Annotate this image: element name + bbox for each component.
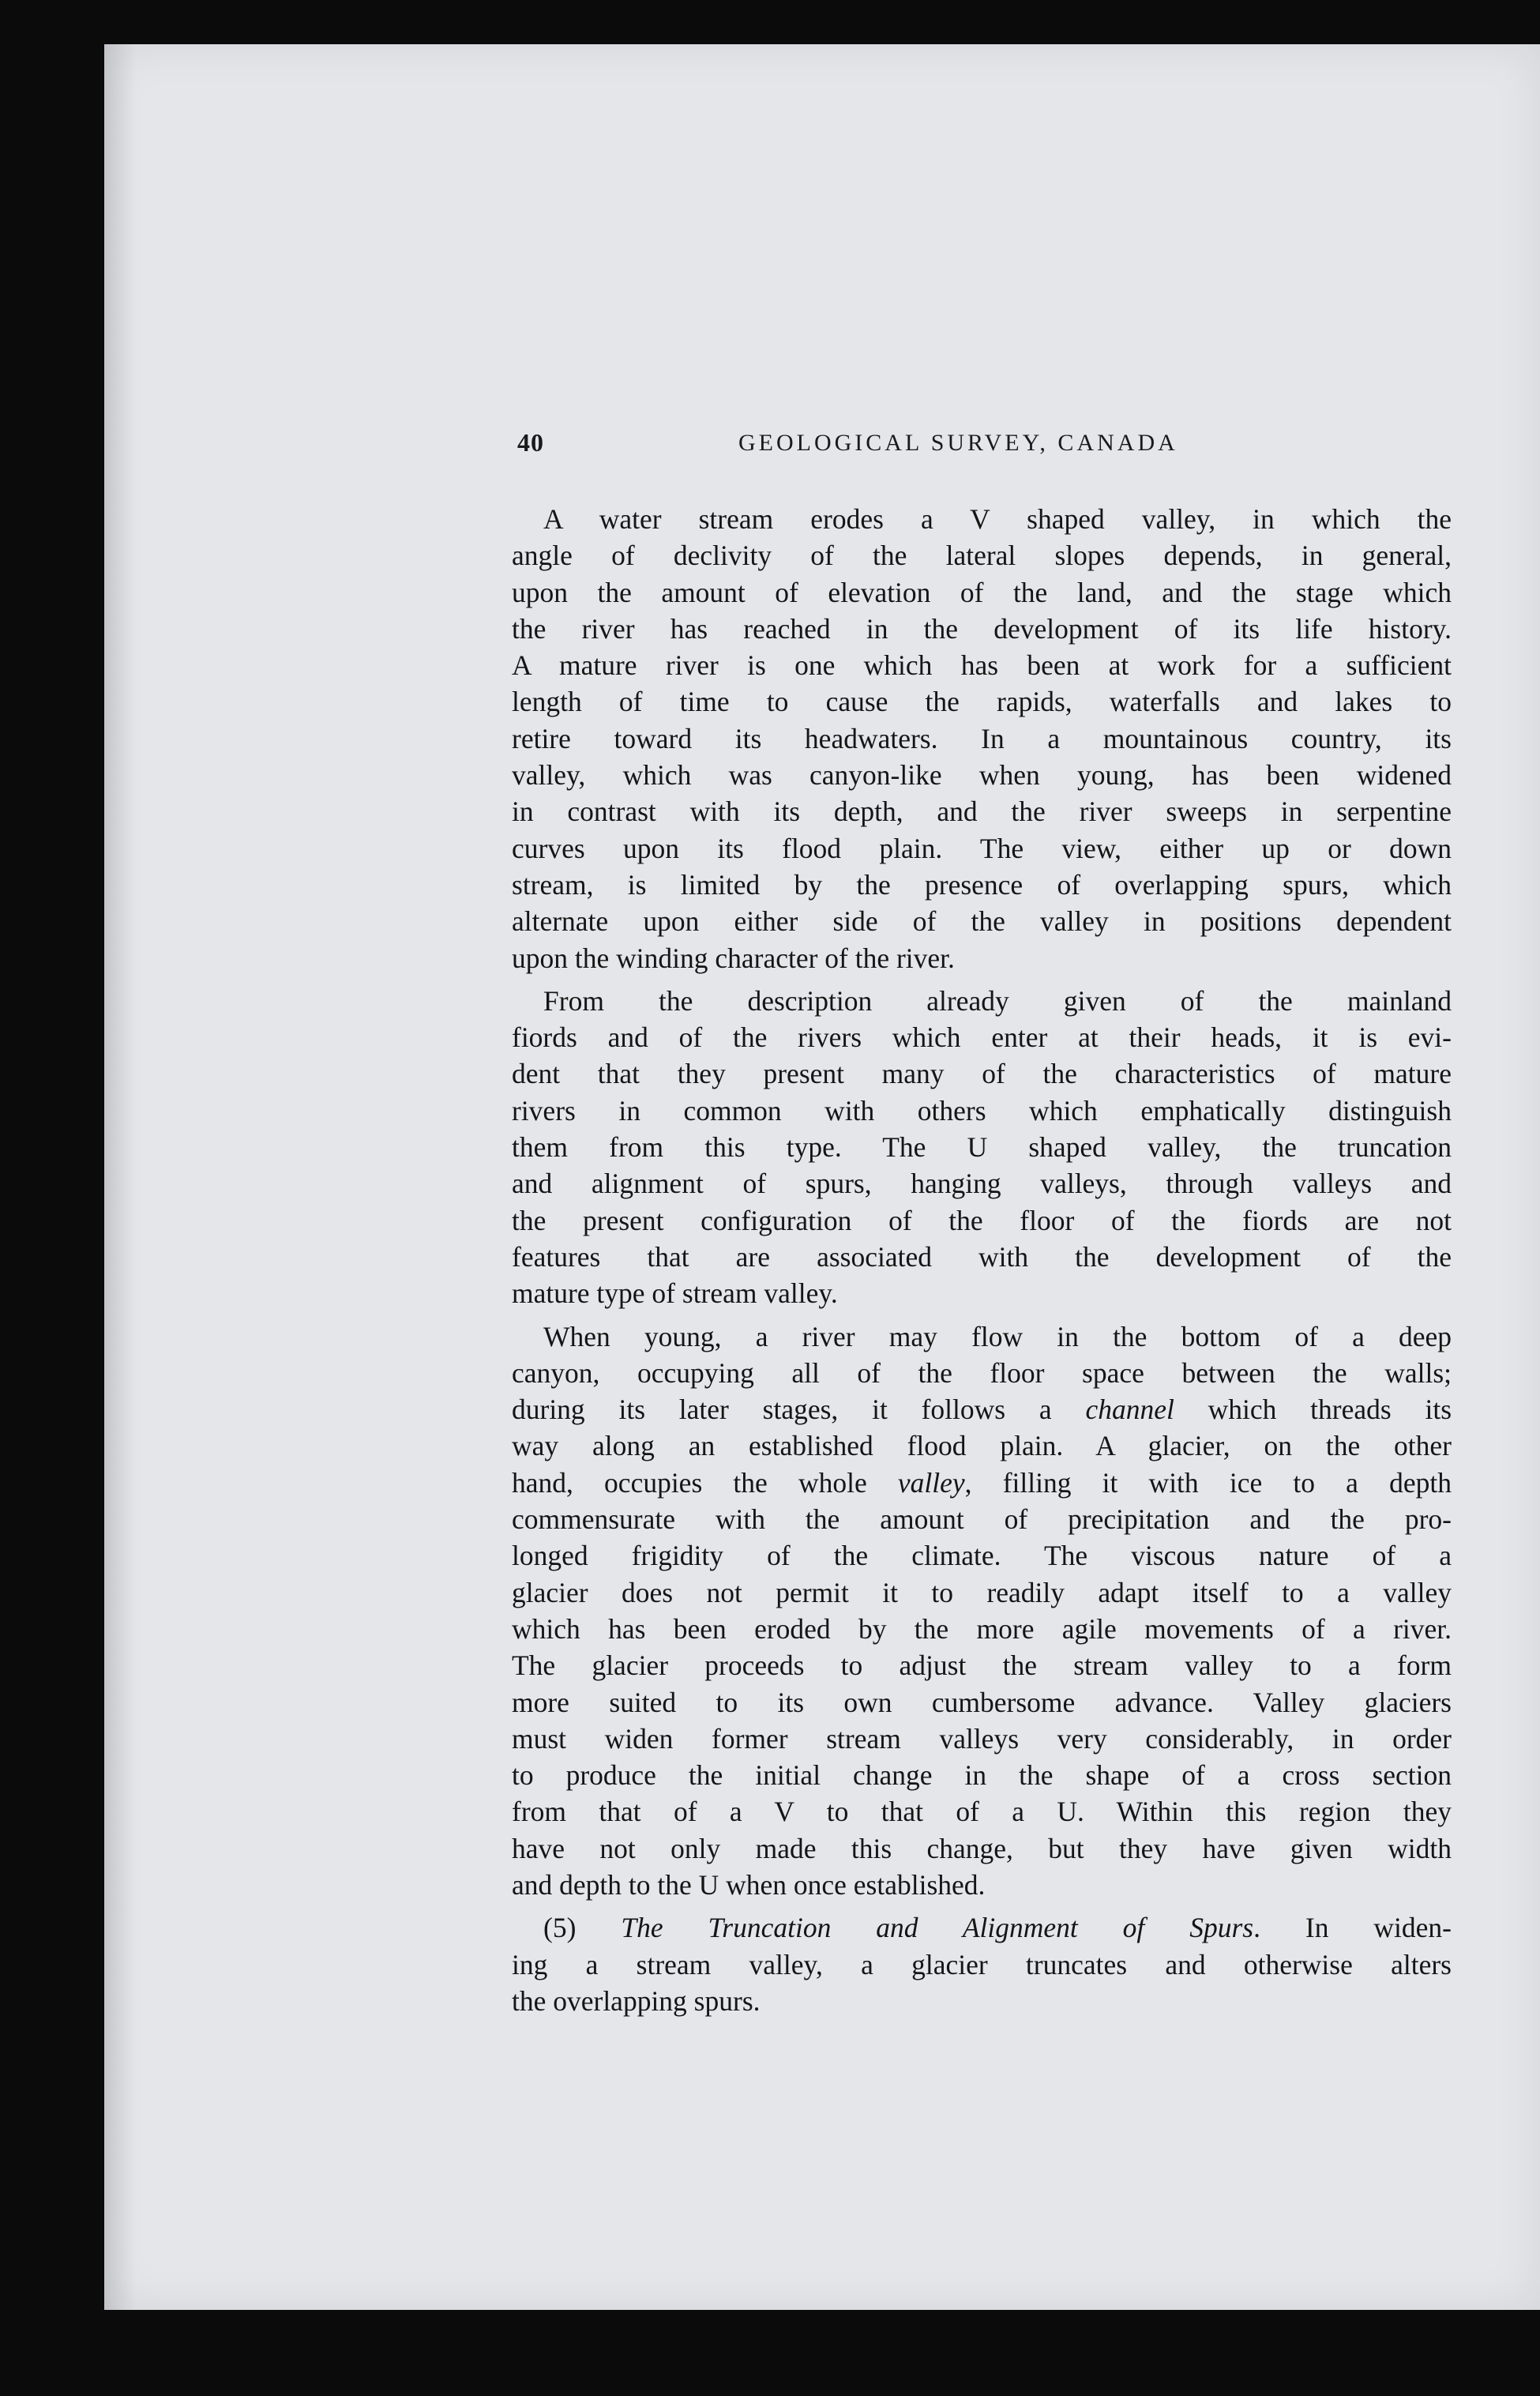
text-line: curves upon its flood plain. The view, either up or down: [512, 832, 1452, 864]
page-number: 40: [517, 428, 544, 457]
text-line: commensurate with the amount of precipitation and the pro-: [512, 1503, 1452, 1536]
text-line: mature type of stream valley.: [512, 1277, 838, 1310]
paragraph-1: [512, 501, 1452, 976]
italic-text: valley: [897, 1466, 965, 1499]
italic-text: channel: [1085, 1394, 1174, 1426]
paragraph-4: [512, 1909, 1452, 2019]
italic-text: The Truncation and Alignment of Spurs: [621, 1912, 1254, 1944]
text-line: stream, is limited by the presence of overlapping spurs, which: [512, 868, 1452, 901]
running-head: GEOLOGICAL SURVEY, CANADA: [738, 430, 1178, 456]
text-line: length of time to cause the rapids, waterfalls and lakes to: [512, 686, 1452, 718]
text-line: more suited to its own cumbersome advance. Valley glaciers: [512, 1686, 1452, 1718]
text-line: retire toward its headwaters. In a mountainous country, its: [512, 722, 1452, 754]
paragraph-3: [512, 1318, 1452, 1904]
text-line: the present configuration of the floor of the fiords are not: [512, 1204, 1452, 1236]
text-line: hand, occupies the whole valley, filling it with ice to a depth: [512, 1466, 1452, 1499]
text-line: When young, a river may flow in the bottom of a deep: [543, 1320, 1452, 1352]
text-line: canyon, occupying all of the floor space between the walls;: [512, 1356, 1452, 1389]
page-edge-shadow: [104, 44, 136, 2310]
text-line: glacier does not permit it to readily adapt itself to a valley: [512, 1576, 1452, 1608]
text-line: alternate upon either side of the valley in positions dependent: [512, 905, 1452, 938]
text-line: rivers in common with others which emphatically distinguish: [512, 1094, 1452, 1127]
text-line: upon the amount of elevation of the land, and the stage which: [512, 576, 1452, 608]
text-line: valley, which was canyon-like when young, has been widened: [512, 759, 1452, 792]
text-line: from that of a V to that of a U. Within this region they: [512, 1796, 1452, 1828]
text-line: angle of declivity of the lateral slopes depends, in general,: [512, 540, 1452, 572]
page-header: [517, 428, 1449, 468]
text-line: must widen former stream valleys very considerably, in order: [512, 1722, 1452, 1755]
text-line: longed frigidity of the climate. The viscous nature of a: [512, 1540, 1452, 1572]
text-line: (5) The Truncation and Alignment of Spurs. In widen-: [543, 1912, 1452, 1944]
text-line: the river has reached in the development of its life history.: [512, 612, 1452, 645]
text-line: fiords and of the rivers which enter at their heads, it is evi-: [512, 1021, 1452, 1054]
text-line: and alignment of spurs, hanging valleys, through valleys and: [512, 1168, 1452, 1200]
text-line: upon the winding character of the river.: [512, 942, 955, 974]
text-line: have not only made this change, but they have given width: [512, 1832, 1452, 1864]
text-line: to produce the initial change in the shape of a cross section: [512, 1759, 1452, 1792]
text-line: ing a stream valley, a glacier truncates and otherwise alters: [512, 1948, 1452, 1980]
text-line: From the description already given of the mainland: [543, 984, 1452, 1017]
text-line: them from this type. The U shaped valley, the truncation: [512, 1131, 1452, 1164]
text-line: features that are associated with the development of the: [512, 1240, 1452, 1273]
text-line: the overlapping spurs.: [512, 1984, 761, 2017]
text-line: dent that they present many of the characteristics of mature: [512, 1058, 1452, 1090]
text-line: A water stream erodes a V shaped valley, in which the: [543, 503, 1452, 535]
paragraph-2: [512, 983, 1452, 1312]
text-line: in contrast with its depth, and the river sweeps in serpentine: [512, 796, 1452, 828]
text-line: and depth to the U when once established.: [512, 1868, 986, 1901]
text-line: way along an established flood plain. A glacier, on the other: [512, 1430, 1452, 1462]
body-text: [512, 501, 1452, 2026]
text-line: which has been eroded by the more agile movements of a river.: [512, 1612, 1452, 1645]
text-line: during its later stages, it follows a channel which threads its: [512, 1394, 1452, 1426]
text-line: The glacier proceeds to adjust the stream valley to a form: [512, 1649, 1452, 1682]
text-line: A mature river is one which has been at work for a sufficient: [512, 649, 1452, 682]
